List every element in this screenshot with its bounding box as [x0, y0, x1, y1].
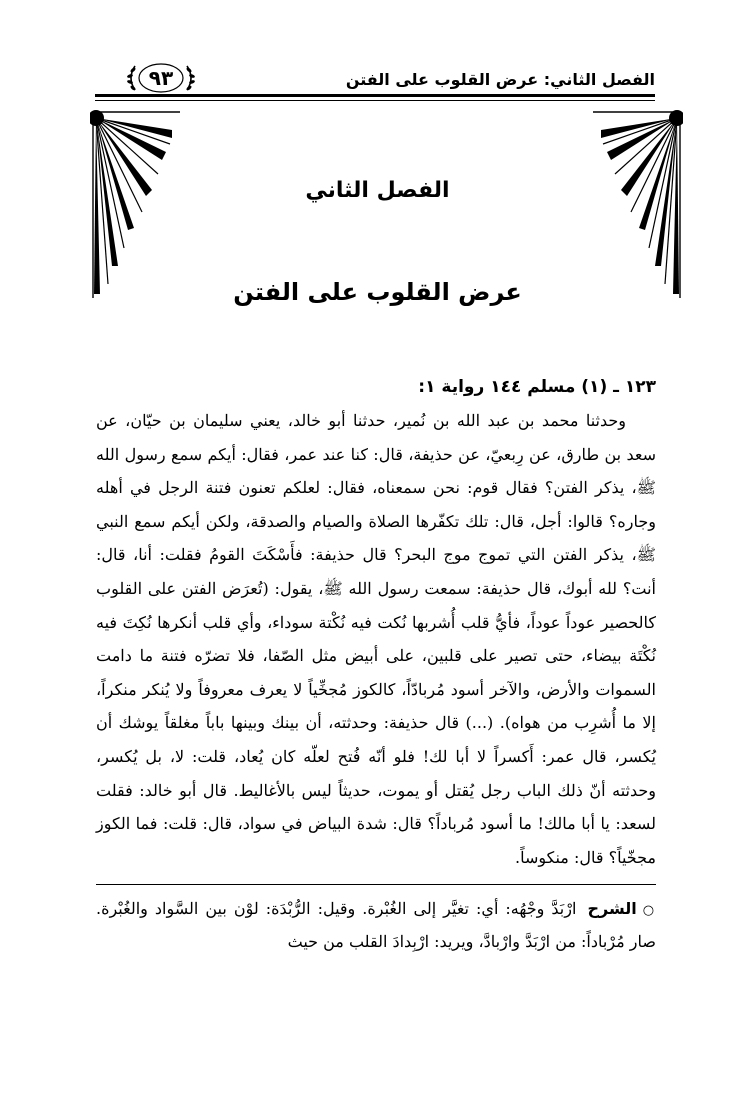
header-rule-thin	[95, 100, 655, 101]
circle-bullet-icon: ○	[642, 903, 657, 919]
section-divider	[96, 884, 656, 885]
sharh-label: الشرح	[587, 899, 637, 919]
page-number: ٩٣	[148, 66, 174, 90]
sharh-text: ارْبَدَّ وجْهُه: أي: تغيَّر إلى الغُبْرة. وقيل: الرُّبْدَة: لوْن بين السَّواد والغُبْرة. صار مُرْباداً: من ارْبَدَّ وارْبادَّ، ويريد: ارْبِدادَ القلب من حيث	[96, 899, 656, 952]
sharh-paragraph	[96, 893, 656, 957]
corner-ornament-left-icon	[90, 108, 180, 298]
running-title: الفصل الثاني: عرض القلوب على الفتن	[345, 70, 655, 89]
chapter-title: عرض القلوب على الفتن	[233, 278, 522, 306]
page-number-badge	[125, 62, 197, 94]
corner-ornament-right-icon	[593, 108, 683, 298]
hadith-heading: ١٢٣ ـ (١) مسلم ١٤٤ رواية ١:	[418, 377, 656, 397]
chapter-label: الفصل الثاني	[305, 178, 450, 203]
page-header	[95, 60, 655, 100]
header-rule	[95, 94, 655, 97]
main-content	[96, 372, 656, 957]
hadith-text: وحدثنا محمد بن عبد الله بن نُمير، حدثنا أبو خالد، يعني سليمان بن حيّان، عن سعد بن طارق، عن رِبعيّ، عن حذيفة، قال: كنا عند عمر، فقال: أيكم سمع رسول الله ﷺ، يذكر الفتن؟ فقال قوم: نحن سمعناه، فقال: لعلكم تعنون فتنة الرجل في أهله وجاره؟ قالوا: أجل، قال: تلك تكفّرها الصلاة والصيام والصدقة، ولكن أيكم سمع النبي ﷺ، يذكر الفتن التي تموج موج البحر؟ قال حذيفة: فأَسْكَتَ القومُ فقلت: أنا، قال: أنت؟ لله أبوك، قال حذيفة: سمعت رسول الله ﷺ، يقول: (تُعرَض الفتن على القلوب كالحصير عوداً عوداً، فأيُّ قلب أُشربها نُكت فيه نُكْتة سوداء، وأي قلب أنكرها نُكِتَ فيه نُكْتَة بيضاء، حتى تصير على قلبين، على أبيض مثل الصّفا، فلا تضرّه فتنة ما دامت السموات والأرض، والآخر أسود مُربادّاً، كالكوز مُجخِّياً لا يعرف معروفاً ولا يُنكر منكراً، إلا ما أُشرِب من هواه). (...) قال حذيفة: وحدثته، أن بينك وبينها باباً مغلقاً يوشك أن يُكسر، قال عمر: أَكسراً لا أبا لك! فلو أنّه فُتح لعلّه كان يُعاد، قلت: لا، بل يُكسر، وحدثته أنّ ذلك الباب رجل يُقتل أو يموت، حديثاً ليس بالأغاليط. قال أبو خالد: فقلت لسعد: يا أبا مالك! ما أسود مُرباداً؟ قال: شدة البياض في سواد، قال: قلت: فما الكوز مجخّياً؟ قال: منكوساً.	[96, 411, 656, 867]
